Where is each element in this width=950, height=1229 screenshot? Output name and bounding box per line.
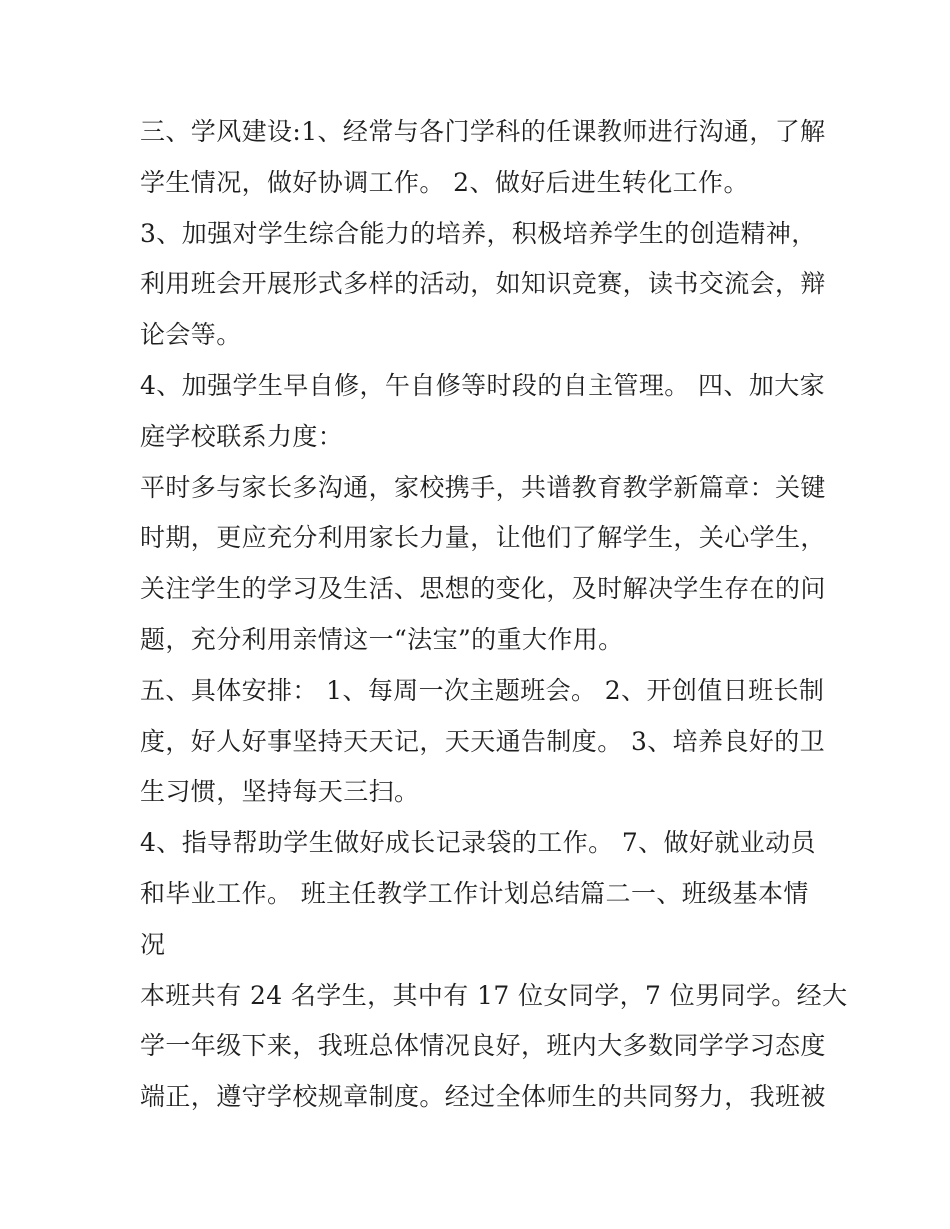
text-line: 三、学风建设:1、经常与各门学科的任课教师进行沟通，了解 xyxy=(140,117,826,146)
text-line: 关注学生的学习及生活、思想的变化，及时解决学生存在的问 xyxy=(140,574,826,604)
text-line: 论会等。 xyxy=(140,320,242,350)
text-line: 本班共有 24 名学生，其中有 17 位女同学，7 位男同学。经大 xyxy=(140,980,848,1010)
text-line: 4、加强学生早自修，午自修等时段的自主管理。 四、加大家 xyxy=(140,370,826,400)
text-line: 4、指导帮助学生做好成长记录袋的工作。 7、做好就业动员 xyxy=(140,828,816,858)
text-line: 时期，更应充分利用家长力量，让他们了解学生，关心学生， xyxy=(140,523,826,553)
text-line: 平时多与家长多沟通，家校携手，共谱教育教学新篇章：关键 xyxy=(140,472,826,502)
text-line: 和毕业工作。 班主任教学工作计划总结篇二一、班级基本情 xyxy=(140,878,809,908)
text-line: 3、加强对学生综合能力的培养，积极培养学生的创造精神， xyxy=(140,218,817,248)
document-body xyxy=(140,107,848,1123)
text-line: 况 xyxy=(140,929,166,959)
text-line: 度，好人好事坚持天天记，天天通告制度。 3、培养良好的卫 xyxy=(140,726,826,756)
text-line: 生习惯，坚持每天三扫。 xyxy=(140,777,420,807)
text-line: 学一年级下来，我班总体情况良好，班内大多数同学学习态度 xyxy=(140,1031,826,1061)
text-line: 题，充分利用亲情这一“法宝”的重大作用。 xyxy=(140,624,624,654)
text-line: 庭学校联系力度： xyxy=(140,421,344,451)
text-line: 五、具体安排： 1、每周一次主题班会。 2、开创值日班长制 xyxy=(140,675,825,705)
text-line: 端正，遵守学校规章制度。经过全体师生的共同努力，我班被 xyxy=(140,1082,826,1112)
text-line: 利用班会开展形式多样的活动，如知识竞赛，读书交流会，辩 xyxy=(140,269,826,299)
text-line: 学生情况，做好协调工作。 2、做好后进生转化工作。 xyxy=(140,167,749,197)
